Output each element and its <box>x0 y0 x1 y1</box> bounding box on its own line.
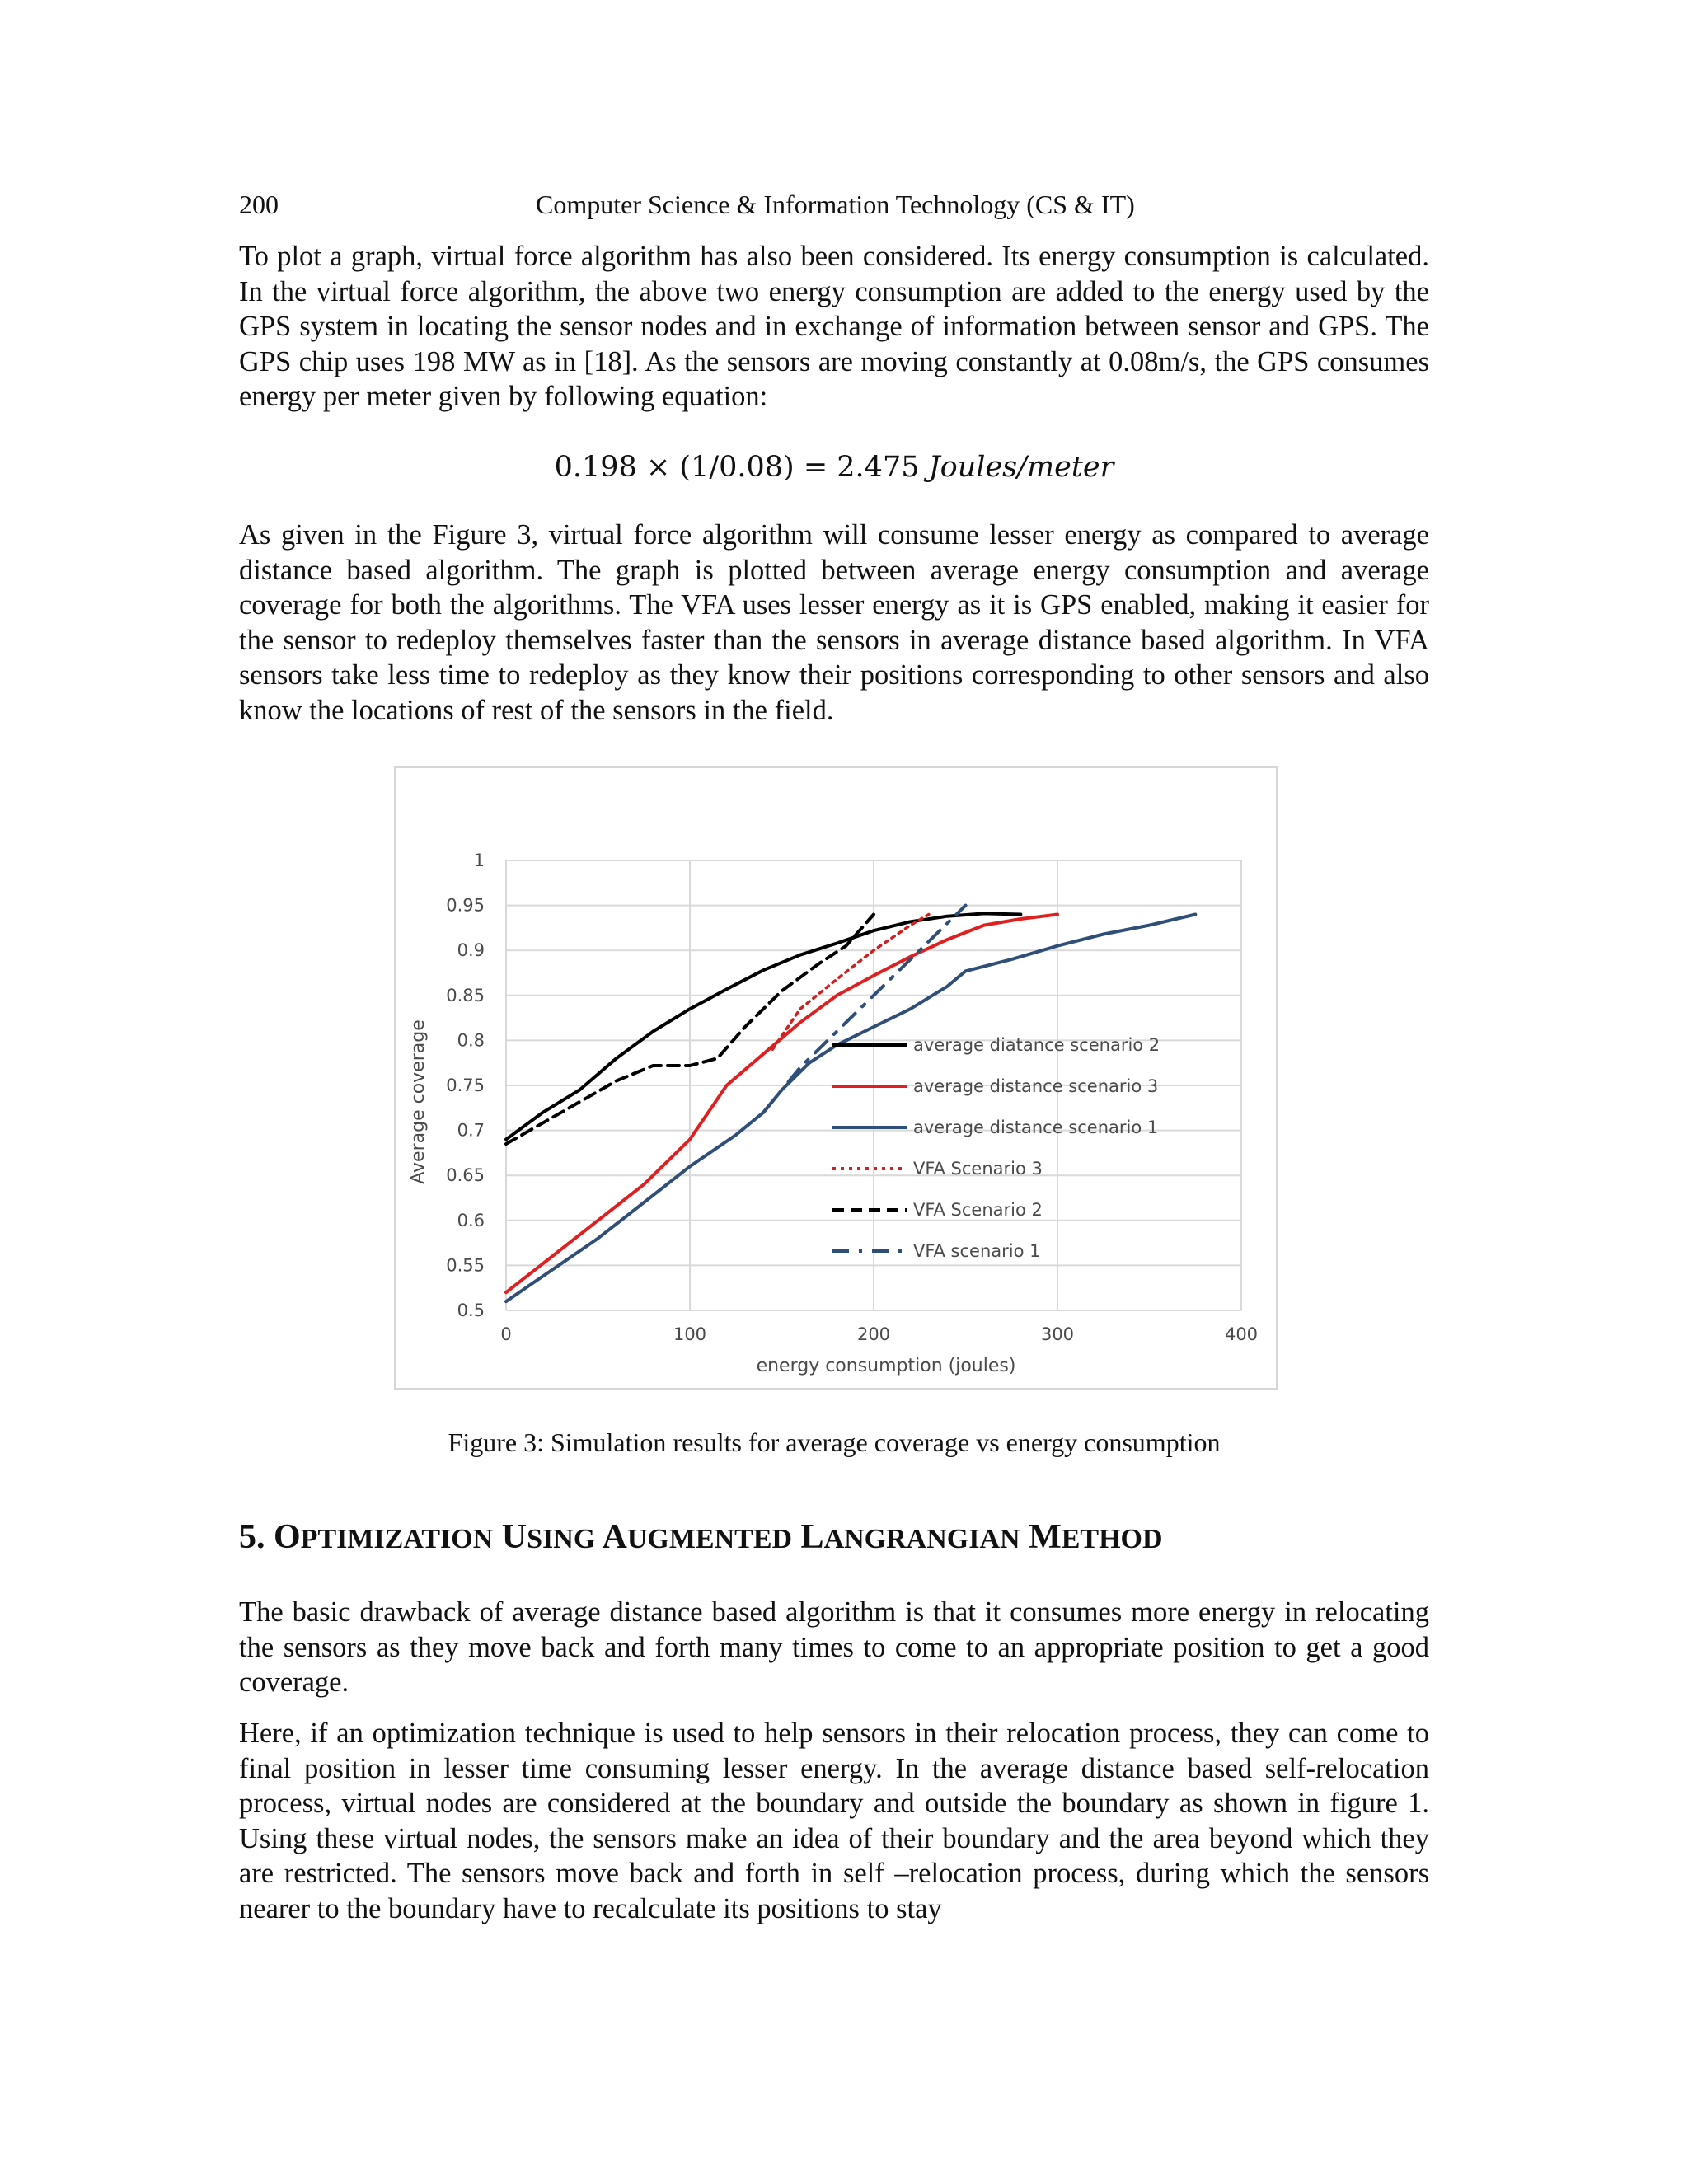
legend-label: VFA Scenario 2 <box>913 1200 1043 1220</box>
paragraph-drawback: The basic drawback of average distance based algorithm is that it consumes more energy in relocating the sensors as they move back and forth many times to come to an appropriate position to get a good coverage. <box>239 1596 1429 1698</box>
y-tick-label: 0.7 <box>457 1120 485 1141</box>
energy-equation <box>239 449 1429 485</box>
x-tick-label: 200 <box>856 1324 891 1344</box>
page-header <box>239 186 1429 223</box>
coverage-vs-energy-chart <box>396 768 1276 1388</box>
y-tick-label: 0.8 <box>457 1030 485 1051</box>
series-line <box>506 913 1020 1139</box>
series-line <box>506 915 1057 1293</box>
legend-label: VFA scenario 1 <box>913 1241 1041 1261</box>
equation-lhs: 0.198 × (1/0.08) = 2.475 <box>554 451 929 484</box>
y-tick-label: 0.6 <box>457 1210 485 1230</box>
x-tick-label: 0 <box>500 1324 512 1344</box>
section-heading-initial: L <box>800 1518 824 1556</box>
section-heading <box>239 1516 1429 1560</box>
y-tick-label: 0.55 <box>446 1255 485 1276</box>
legend-label: average distance scenario 1 <box>913 1118 1159 1137</box>
series-line <box>772 915 929 1050</box>
x-tick-label: 300 <box>1040 1324 1075 1344</box>
section-heading-rest: ETHOD <box>1061 1524 1163 1554</box>
page-number: 200 <box>239 190 279 219</box>
section-heading-initial: M <box>1029 1518 1062 1556</box>
series-line <box>506 915 1195 1302</box>
legend-label: VFA Scenario 3 <box>913 1159 1043 1179</box>
legend-label: average distance scenario 3 <box>913 1076 1159 1096</box>
legend-label: average diatance scenario 2 <box>913 1035 1160 1055</box>
section-heading-rest: SING <box>527 1524 596 1554</box>
figure-caption: Figure 3: Simulation results for average coverage vs energy consumption <box>448 1427 1221 1457</box>
section-heading-word <box>502 1518 595 1556</box>
y-tick-label: 0.85 <box>446 985 485 1005</box>
y-tick-label: 0.65 <box>446 1165 485 1186</box>
y-tick-label: 0.75 <box>446 1076 485 1095</box>
paragraph-vfa-comparison: As given in the Figure 3, virtual force algorithm will consume lesser energy as compared to average distance based algorithm. The graph is plotted between average energy consumption and average coverage for both the algorithms. The VFA uses lesser energy as it is GPS enabled, making it easier for the sensor to redeploy themselves faster than the sensors in average distance based algorithm. In VFA sensors take less time to redeploy as they know their positions corresponding to other sensors and also know the locations of rest of the sensors in the field. <box>239 519 1429 726</box>
y-tick-label: 0.9 <box>457 940 485 961</box>
section-heading-word <box>801 1518 1020 1556</box>
section-number: 5. <box>239 1518 274 1556</box>
y-tick-label: 0.95 <box>446 895 485 916</box>
section-heading-rest: UGMENTED <box>626 1524 793 1554</box>
paragraph-optimization: Here, if an optimization technique is used to help sensors in their relocation process, they can come to final position in lesser time consuming lesser energy. In the average distance based self-relocation process, virtual nodes are considered at the boundary and outside the boundary as shown in figure 1. Using these virtual nodes, the sensors make an idea of their boundary and the area beyond which they are restricted. The sensors move back and forth in self –relocation process, during which the sensors nearer to the boundary have to recalculate its positions to stay <box>239 1718 1429 1924</box>
x-tick-label: 100 <box>673 1324 707 1344</box>
figure-3-chart <box>394 766 1278 1390</box>
x-axis-label: energy consumption (joules) <box>756 1356 1016 1376</box>
y-axis-label: Average coverage <box>408 1019 429 1184</box>
section-heading-initial: U <box>501 1518 528 1556</box>
section-heading-word <box>1029 1518 1162 1556</box>
y-tick-label: 0.5 <box>457 1301 485 1320</box>
x-tick-label: 400 <box>1224 1324 1259 1344</box>
section-heading-rest: PTIMIZATION <box>300 1524 494 1554</box>
equation-unit: Joules/meter <box>928 451 1114 484</box>
paragraph-gps-energy: To plot a graph, virtual force algorithm has also been considered. Its energy consumption is calculated. In the virtual force algorithm, the above two energy consumption are added to the energy used by the GPS system in locating the sensor nodes and in exchange of information between sensor and GPS. The GPS chip uses 198 MW as in [18]. As the sensors are moving constantly at 0.08m/s, the GPS consumes energy per meter given by following equation: <box>239 241 1429 412</box>
section-heading-rest: ANGRANGIAN <box>823 1524 1020 1554</box>
y-tick-label: 1 <box>473 851 485 870</box>
section-heading-word <box>274 1518 493 1556</box>
journal-title: Computer Science & Information Technology (CS & IT) <box>536 190 1135 219</box>
section-heading-word <box>602 1518 792 1556</box>
section-heading-initial: O <box>274 1518 301 1556</box>
section-heading-initial: A <box>602 1518 627 1556</box>
